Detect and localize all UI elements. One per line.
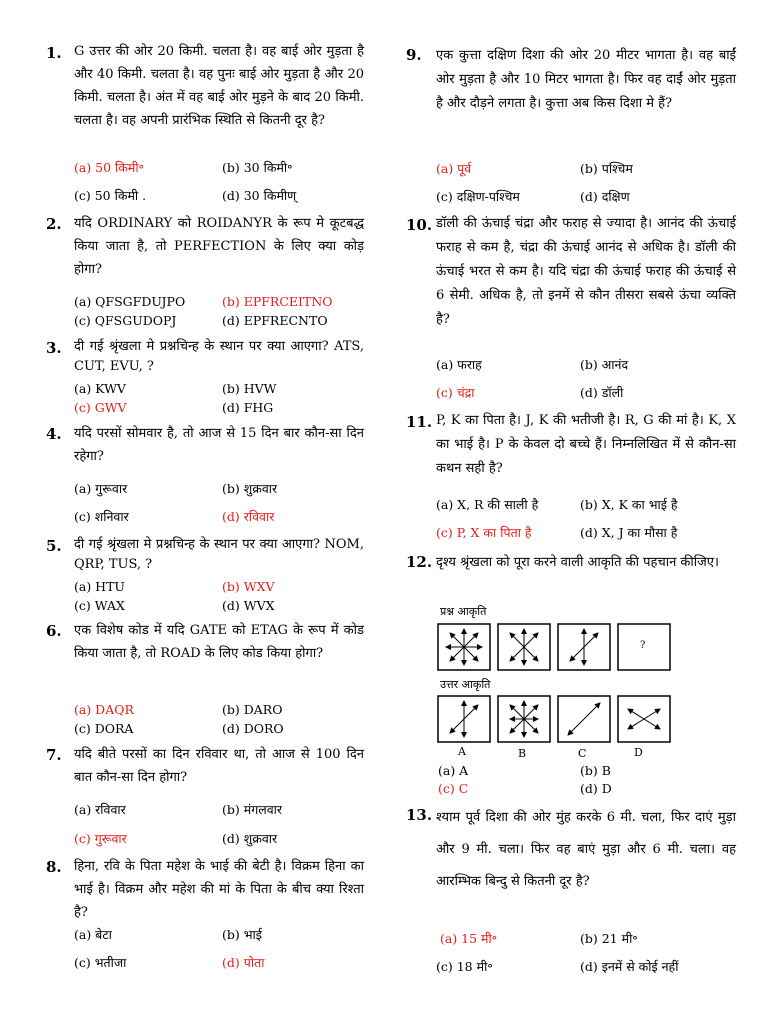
option-c[interactable]: (c) शनिवार bbox=[74, 509, 129, 524]
question-mark: ? bbox=[640, 640, 646, 651]
option-c[interactable]: (c) 18 मी॰ bbox=[436, 959, 493, 974]
option-c[interactable]: (c) गुरूवार bbox=[74, 831, 127, 846]
option-c[interactable]: (c) 50 किमी . bbox=[74, 188, 147, 203]
question-number: 11. bbox=[406, 413, 433, 431]
option-b[interactable]: (b) आनंद bbox=[580, 357, 629, 372]
answer-figures bbox=[436, 694, 676, 746]
option-d[interactable]: (d) FHG bbox=[222, 400, 274, 415]
figure-letter-c: C bbox=[578, 747, 587, 760]
question-number: 12. bbox=[406, 553, 433, 571]
option-a[interactable]: (a) KWV bbox=[74, 381, 126, 396]
option-b[interactable]: (b) 21 मी॰ bbox=[580, 931, 638, 946]
option-d[interactable]: (d) DORO bbox=[222, 721, 284, 736]
option-a[interactable]: (a) पूर्व bbox=[436, 161, 472, 176]
option-b[interactable]: (b) मंगलवार bbox=[222, 802, 283, 817]
option-b[interactable]: (b) EPFRCEITNO bbox=[222, 294, 333, 309]
question-text: डॉली की ऊंचाई चंद्रा और फराह से ज्यादा है। आनंद की ऊंचाई फराह से कम है, चंद्रा की ऊंचाई आनंद से अधिक है। डॉली की ऊंचाई भरत से कम है। यदि चंद्रा की ऊंचाई फराह की ऊंचाई से 6 सेमी. अधिक है, तो इनमें से कौन तीसरा सबसे ऊंचा व्यक्ति है? bbox=[436, 216, 736, 327]
option-c[interactable]: (c) DORA bbox=[74, 721, 134, 736]
option-a[interactable]: (a) DAQR bbox=[74, 702, 134, 717]
option-a[interactable]: (a) A bbox=[438, 763, 469, 778]
option-d[interactable]: (d) रविवार bbox=[222, 509, 275, 524]
question-text: दी गई श्रृंखला मे प्रश्नचिन्ह के स्थान पर क्या आएगा? NOM, QRP, TUS, ? bbox=[74, 537, 364, 572]
option-c[interactable]: (c) दक्षिण-पश्चिम bbox=[436, 189, 520, 204]
question-text: श्याम पूर्व दिशा की ओर मुंह करके 6 मी. चला, फिर दाएं मुड़ा और 9 मी. चला। फिर वह बाएं मुड़ा और 6 मी. चला। वह आरम्भिक बिन्दु से कितनी दूर है? bbox=[436, 810, 736, 889]
problem-figure-label: प्रश्न आकृति bbox=[440, 605, 487, 618]
question-text: दृश्य श्रृंखला को पूरा करने वाली आकृति की पहचान कीजिए। bbox=[436, 555, 719, 570]
option-b[interactable]: (b) B bbox=[580, 763, 611, 778]
option-d[interactable]: (d) X, J का मौसा है bbox=[580, 525, 678, 540]
option-d[interactable]: (d) 30 किमीण् bbox=[222, 188, 297, 203]
question-text: दी गई श्रृंखला मे प्रश्नचिन्ह के स्थान पर क्या आएगा? ATS, CUT, EVU, ? bbox=[74, 339, 364, 374]
option-d[interactable]: (d) D bbox=[580, 781, 612, 796]
question-number: 10. bbox=[406, 216, 433, 234]
option-b[interactable]: (b) WXV bbox=[222, 579, 275, 594]
figure-letter-b: B bbox=[518, 747, 527, 760]
option-d[interactable]: (d) शुक्रवार bbox=[222, 831, 278, 846]
question-text: एक विशेष कोड में यदि GATE को ETAG के रूप में कोड किया जाता है, तो ROAD के लिए कोड किया होगा? bbox=[74, 623, 364, 661]
option-b[interactable]: (b) HVW bbox=[222, 381, 277, 396]
option-a[interactable]: (a) QFSGFDUJPO bbox=[74, 294, 186, 309]
option-d[interactable]: (d) पोता bbox=[222, 955, 265, 970]
option-a[interactable]: (a) 50 किमी॰ bbox=[74, 160, 144, 175]
option-c[interactable]: (c) भतीजा bbox=[74, 955, 127, 970]
question-text: G उत्तर की ओर 20 किमी. चलता है। वह बाई ओर मुड़ता है और 40 किमी. चलता है। वह पुनः बाई ओर मुड़ता है और 20 किमी. चलता है। अंत में वह बाई ओर मुड़ने के बाद 20 किमी. चलता है। वह अपनी प्रारंभिक स्थिति से कितनी दूर है? bbox=[74, 44, 364, 128]
figure-letter-d: D bbox=[634, 746, 643, 759]
option-a[interactable]: (a) फराह bbox=[436, 357, 482, 372]
option-b[interactable]: (b) शुक्रवार bbox=[222, 481, 278, 496]
option-a[interactable]: (a) गुरूवार bbox=[74, 481, 128, 496]
question-number: 2. bbox=[46, 215, 62, 233]
option-c[interactable]: (c) चंद्रा bbox=[436, 385, 475, 400]
question-number: 13. bbox=[406, 806, 433, 824]
option-b[interactable]: (b) 30 किमी॰ bbox=[222, 160, 293, 175]
option-d[interactable]: (d) EPFRECNTO bbox=[222, 313, 328, 328]
question-number: 7. bbox=[46, 746, 62, 764]
option-a[interactable]: (a) 15 मी॰ bbox=[440, 931, 498, 946]
option-c[interactable]: (c) QFSGUDOPJ bbox=[74, 313, 177, 328]
question-number: 1. bbox=[46, 44, 62, 62]
option-b[interactable]: (b) पश्चिम bbox=[580, 161, 633, 176]
option-a[interactable]: (a) HTU bbox=[74, 579, 125, 594]
option-c[interactable]: (c) WAX bbox=[74, 598, 125, 613]
question-number: 3. bbox=[46, 339, 62, 357]
question-text: यदि बीते परसों का दिन रविवार था, तो आज से 100 दिन बात कौन-सा दिन होगा? bbox=[74, 747, 364, 785]
option-c[interactable]: (c) C bbox=[438, 781, 469, 796]
question-number: 8. bbox=[46, 858, 62, 876]
option-b[interactable]: (b) X, K का भाई है bbox=[580, 497, 678, 512]
question-number: 4. bbox=[46, 425, 62, 443]
question-text: यदि ORDINARY को ROIDANYR के रूप मे कूटबद्ध किया जाता है, तो PERFECTION के लिए क्या कोड़ होगा? bbox=[74, 216, 364, 277]
question-number: 9. bbox=[406, 46, 422, 64]
option-b[interactable]: (b) DARO bbox=[222, 702, 283, 717]
question-text: यदि परसों सोमवार है, तो आज से 15 दिन बार कौन-सा दिन रहेगा? bbox=[74, 426, 364, 464]
option-d[interactable]: (d) WVX bbox=[222, 598, 275, 613]
option-c[interactable]: (c) P, X का पिता है bbox=[436, 525, 532, 540]
question-text: हिना, रवि के पिता महेश के भाई की बेटी है। विक्रम हिना का भाई है। विक्रम और महेश की मां के पिता के बीच क्या रिश्ता है? bbox=[74, 859, 364, 920]
option-d[interactable]: (d) डॉली bbox=[580, 385, 624, 400]
question-text: P, K का पिता है। J, K की भतीजी है। R, G की मां है। K, X का भाई है। P के केवल दो बच्चे हैं। निम्नलिखित में से कौन-सा कथन सही है? bbox=[436, 413, 736, 476]
option-c[interactable]: (c) GWV bbox=[74, 400, 127, 415]
answer-figure-label: उत्तर आकृति bbox=[440, 678, 491, 691]
option-d[interactable]: (d) दक्षिण bbox=[580, 189, 630, 204]
question-number: 5. bbox=[46, 537, 62, 555]
question-text: एक कुत्ता दक्षिण दिशा की ओर 20 मीटर भागता है। वह बाईं ओर मुड़ता है और 10 मिटर भागता है। फिर वह दाईं ओर मुड़ता है और दौड़ने लगता है। कुत्ता अब किस दिशा मे हैं? bbox=[436, 48, 736, 111]
option-a[interactable]: (a) X, R की साली है bbox=[436, 497, 539, 512]
option-a[interactable]: (a) रविवार bbox=[74, 802, 126, 817]
option-b[interactable]: (b) भाई bbox=[222, 927, 262, 942]
question-number: 6. bbox=[46, 622, 62, 640]
option-d[interactable]: (d) इनमें से कोई नहीं bbox=[580, 959, 679, 974]
option-a[interactable]: (a) बेटा bbox=[74, 927, 112, 942]
figure-letter-a: A bbox=[458, 745, 466, 758]
